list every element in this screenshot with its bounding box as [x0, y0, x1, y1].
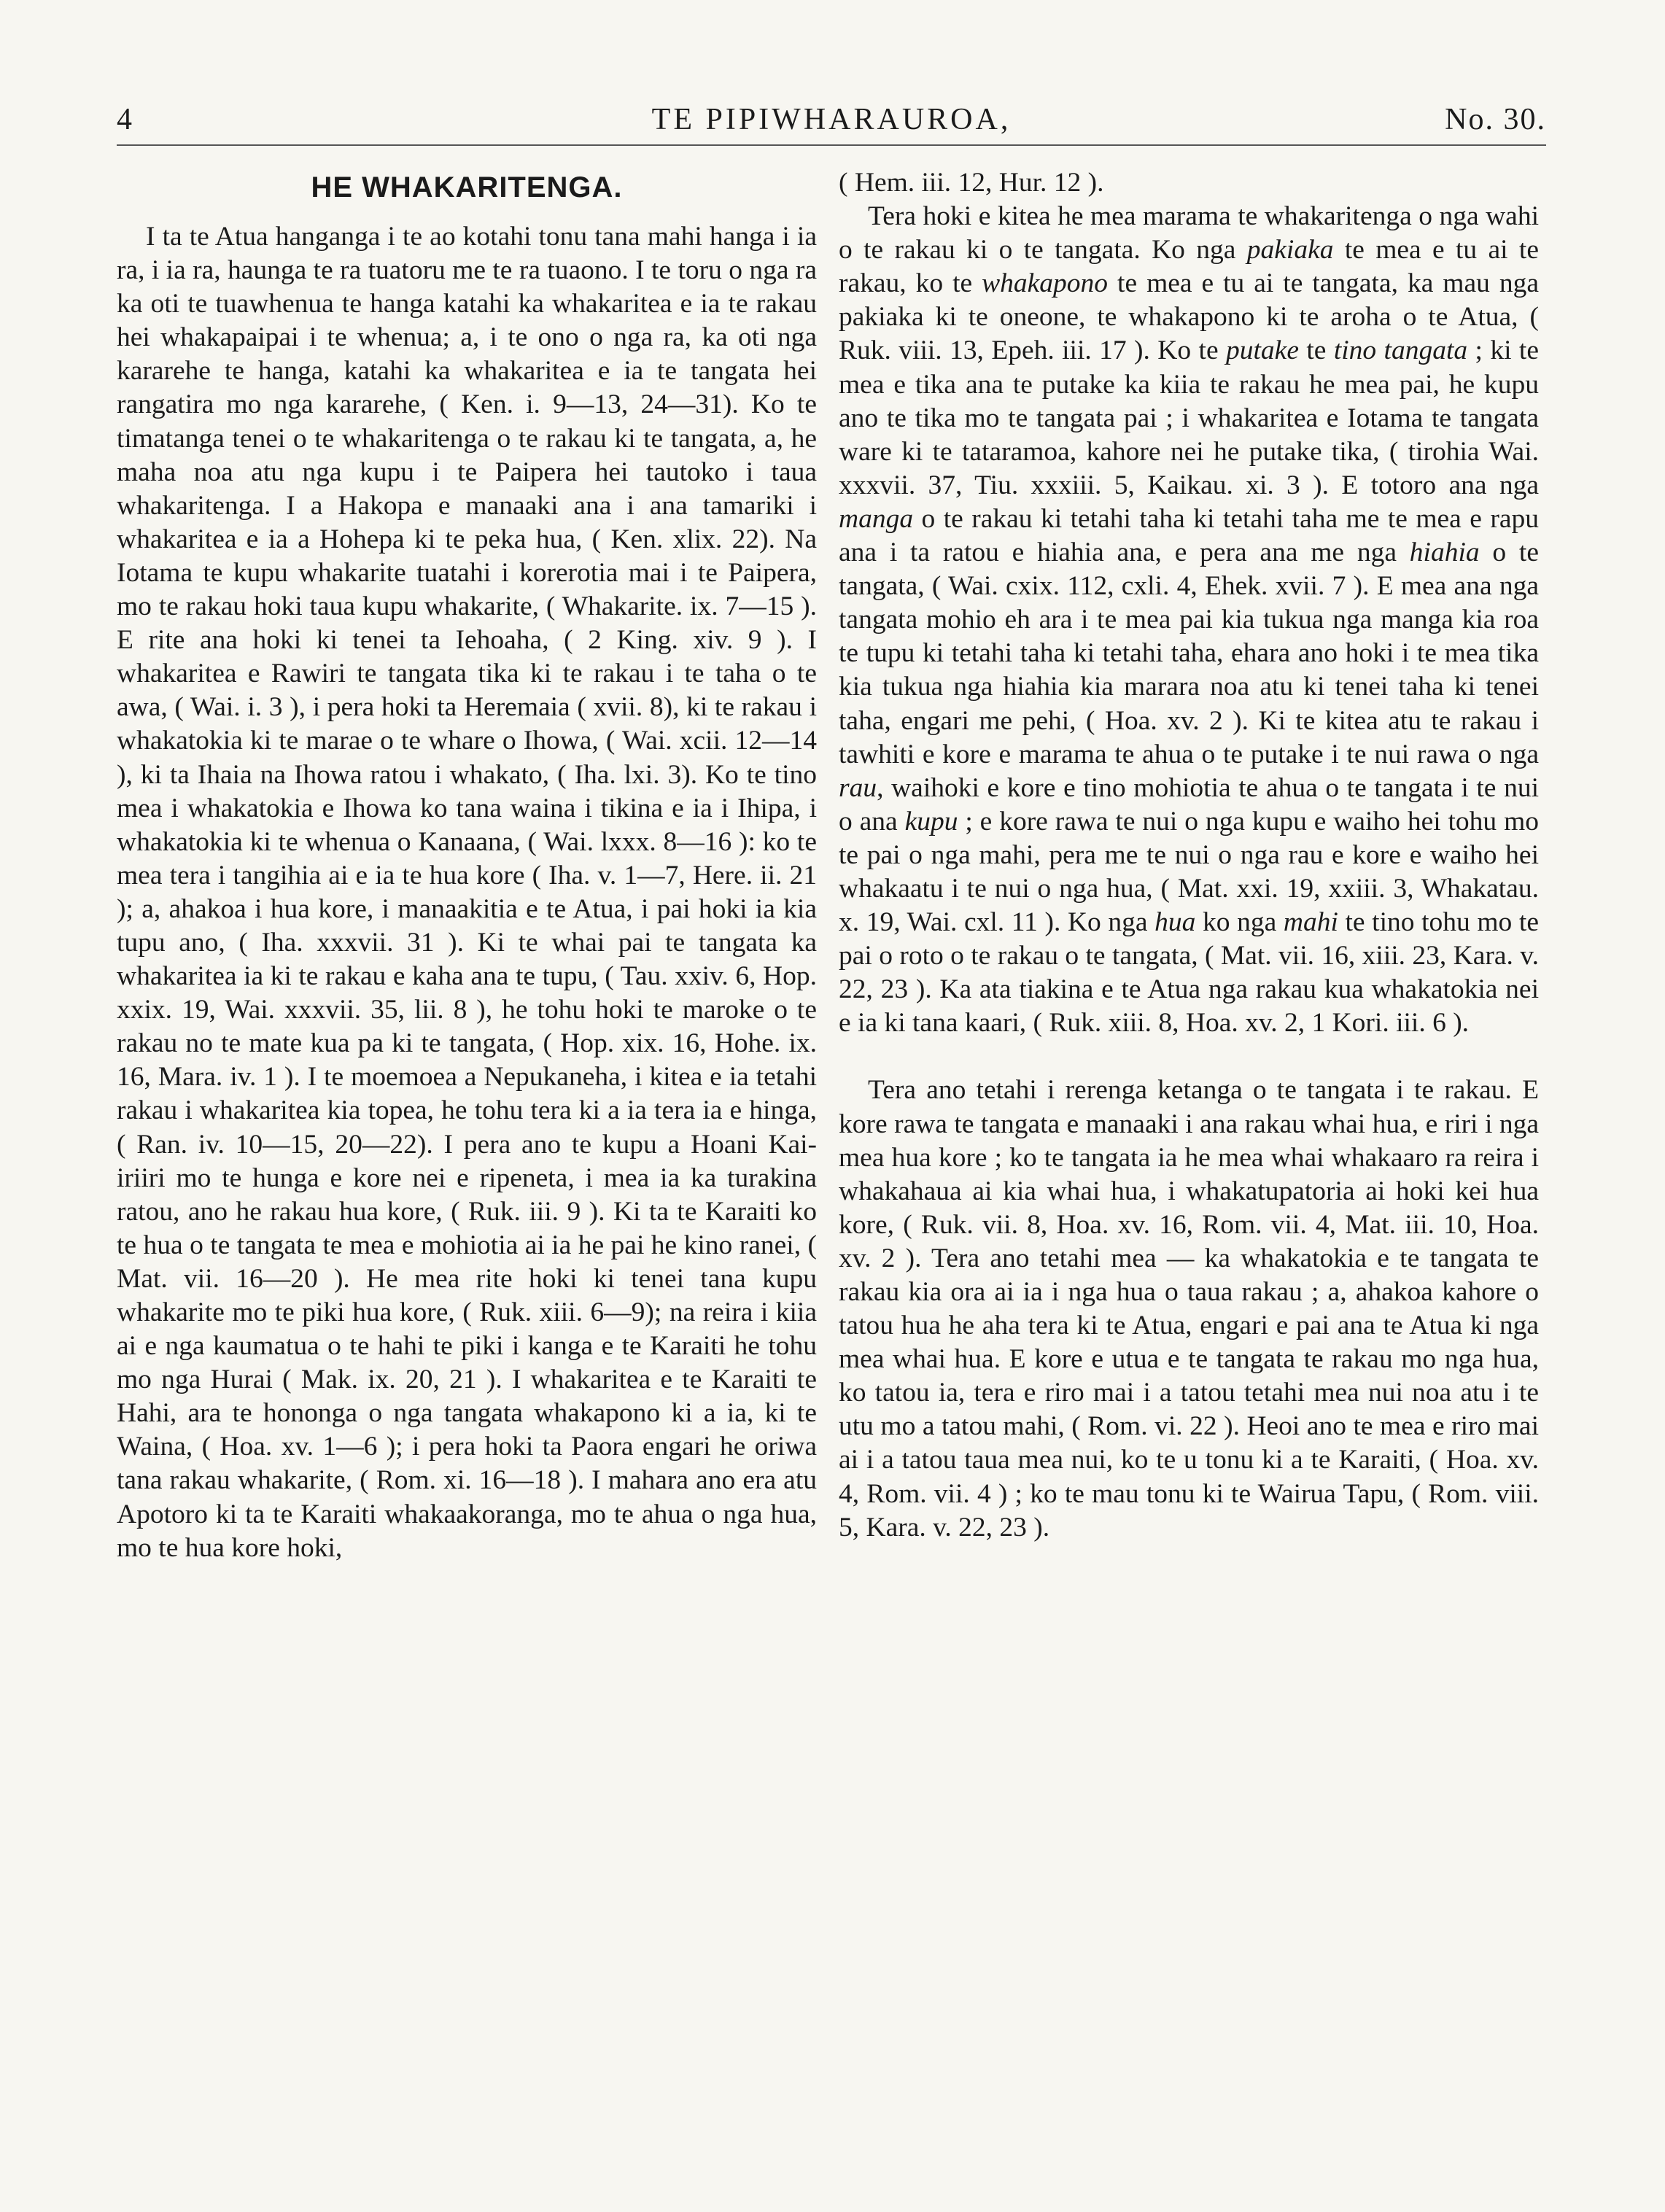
italic-term: hua: [1154, 907, 1196, 938]
continued-citation: ( Hem. iii. 12, Hur. 12 ).: [839, 168, 1104, 198]
text-run: o te rakau ki tetahi taha ki tetahi taha me te mea e rapu ana i ta ratou e hiahia ana, e pera ana me nga: [839, 503, 1539, 568]
left-column: [117, 166, 817, 1565]
text-run: te mea e tu ai te rakau, ko te: [839, 235, 1539, 299]
italic-term: kupu: [904, 806, 958, 837]
text-run: ; e kore rawa te nui o nga kupu e waiho hei tohu mo te pai o nga mahi, pera me te nui o nga rau e kore e waiho hei whakaatu i te nui o nga hua, ( Mat. xxi. 19, xxiii. 3, Whakatau. x. 19, Wai. cxl. 11 ). Ko nga: [839, 806, 1539, 938]
article-paragraph: Tera ano tetahi i rerenga ketanga o te tangata i te rakau. E kore rawa te tangata e manaaki i ana rakau whai hua, e riri i nga mea hua kore ; ko te tangata ia he mea whai whakaaro ra reira i whakahaua ai kia whai hua, i whakatupatoria ai hoki kei hua kore, ( Ruk. vii. 8, Hoa. xv. 16, Rom. vii. 4, Mat. iii. 10, Hoa. xv. 2 ). Tera ano tetahi mea — ka whakatokia e te tangata te rakau kia ora ai ia i nga hua o taua rakau ; a, ahakoa kahore o tatou hua he aha tera ki te Atua, engari e pai ana te Atua ki nga mea whai hua. E kore e utua e te tangata te rakau mo nga hua, ko tatou ia, tera e riro mai i a tatou tetahi mea nui noa atu i te utu mo a tatou mahi, ( Rom. vi. 22 ). Heoi ano te mea e riro mai ai i a tatou taua mea nui, ko te u tonu ki a te Karaiti, ( Hoa. xv. 4, Rom. vii. 4 ) ; ko te mau tonu ki te Wairua Tapu, ( Rom. viii. 5, Kara. v. 22, 23 ).: [839, 1075, 1539, 1542]
article-paragraph: I ta te Atua hanganga i te ao kotahi tonu tana mahi hanga i ia ra, i ia ra, haunga te ra tuatoru me te ra tuaono. I te toru o nga ra ka oti te tuawhenua te hanga katahi ka whakaritea e ia te rakau hei whakapaipai i te whenua; a, i te ono o nga ra, ka oti nga kararehe te hanga, katahi ka whakaritea e ia te tangata hei rangatira mo nga kararehe, ( Ken. i. 9—13, 24—31). Ko te timatanga tenei o te whakaritenga o te rakau ki te tangata, a, he maha noa atu nga kupu i te Paipera hei tautoko i taua whakaritenga. I a Hakopa e manaaki ana i ana tamariki i whakaritea e ia a Hohepa ki te peka hua, ( Ken. xlix. 22). Na Iotama te kupu whakarite tuatahi i korerotia mai i te Paipera, mo te rakau hoki taua kupu whakarite, ( Whakarite. ix. 7—15 ). E rite ana hoki ki tenei ta Iehoaha, ( 2 King. xiv. 9 ). I whakaritea e Rawiri te tangata tika ki te rakau i te taha o te awa, ( Wai. i. 3 ), i pera hoki ta Heremaia ( xvii. 8), ki te rakau i whakatokia ki te marae o te whare o Ihowa, ( Wai. xcii. 12—14 ), ki ta Ihaia na Ihowa ratou i whakato, ( Iha. lxi. 3). Ko te tino mea i whakatokia e Ihowa ko tana waina i tikina e ia i Ihipa, i whakatokia ki te whenua o Kanaana, ( Wai. lxxx. 8—16 ): ko te mea tera i tangihia ai e ia te hua kore ( Iha. v. 1—7, Here. ii. 21 ); a, ahakoa i hua kore, i manaakitia e te Atua, i pai hoki ia kia tupu ano, ( Iha. xxxvii. 31 ). Ki te whai pai te tangata ka whakaritea ia ki te rakau e kaha ana te tupu, ( Tau. xxiv. 6, Hop. xxix. 19, Wai. xxxvii. 35, lii. 8 ), he tohu hoki te maroke o te rakau no te mate kua pa ki te tangata, ( Hop. xix. 16, Hohe. ix. 16, Mara. iv. 1 ). I te moemoea a Nepukaneha, i kitea e ia tetahi rakau i whakaritea kia topea, he tohu tera ki a ia tera ia e hinga, ( Ran. iv. 10—15, 20—22). I pera ano te kupu a Hoani Kai-iriiri mo te hunga e kore nei e ripeneta, i mea ia ka turakina ratou, ano he rakau hua kore, ( Ruk. iii. 9 ). Ki ta te Karaiti ko te hua o te tangata te mea e mohiotia ai ia he pai he kino ranei, ( Mat. vii. 16—20 ). He mea rite hoki ki tenei tana kupu whakarite mo te piki hua kore, ( Ruk. xiii. 6—9); na reira i kiia ai e nga kaumatua o te hahi te piki i kanga e te Karaiti he tohu mo nga Hurai ( Mak. ix. 20, 21 ). I whakaritea e te Karaiti te Hahi, ara te hononga o nga tangata whakapono ki a ia, ki te Waina, ( Hoa. xv. 1—6 ); i pera hoki ta Paora engari he oriwa tana rakau whakarite, ( Rom. xi. 16—18 ). I mahara ano era atu Apotoro ki ta te Karaiti whakaakoranga, mo te ahua o nga hua, mo te hua kore hoki,: [117, 222, 818, 1563]
text-run: te mea e tu ai te tangata, ka mau nga pakiaka ki te oneone, te whakapono ki te aroha o te Atua, ( Ruk. viii. 13, Epeh. iii. 17 ). Ko te: [839, 268, 1539, 366]
text-run: te: [1298, 335, 1334, 366]
right-column: [839, 166, 1539, 1545]
text-run: ; ki te mea e tika ana te putake ka kiia te rakau he mea pai, he kupu ano te tika mo te tangata pai ; i whakaritea e Iotama te tangata ware ki te tataramoa, kahore nei he putake tika, ( tirohia Wai. xxxvii. 37, Tiu. xxxiii. 5, Kaikau. xi. 3 ). E totoro ana nga: [839, 335, 1539, 500]
running-header: [117, 93, 1546, 146]
italic-term: hiahia: [1409, 538, 1480, 568]
issue-number: No. 30.: [1445, 103, 1546, 136]
italic-term: rau: [839, 772, 877, 803]
italic-term: pakiaka: [1246, 235, 1334, 265]
italic-term: putake: [1226, 335, 1299, 366]
italic-term: manga: [839, 503, 914, 534]
text-run: Tera hoki e kitea he mea marama te whakaritenga o nga wahi o te rakau ki o te tangata. Ko nga: [839, 201, 1539, 265]
article-paragraph: [839, 200, 1539, 1040]
text-run: ko nga: [1195, 907, 1284, 938]
italic-term: tino tangata: [1333, 335, 1468, 366]
text-run: , waihoki e kore e tino mohiotia te ahua o te tangata i te nui o ana: [839, 772, 1539, 837]
italic-term: mahi: [1283, 907, 1338, 938]
text-run: o te tangata, ( Wai. cxix. 112, cxli. 4, Ehek. xvii. 7 ). E mea ana nga tangata mohio eh ara i te mea pai kia tukua nga manga kia roa te tupu ki tetahi taha ki tetahi taha, ehara ano hoki i te mea tika kia tukua nga hiahia kia marara noa atu ki tenei taha ki tenei taha, engari me pehi, ( Hoa. xv. 2 ). Ki te kitea atu te rakau i tawhiti e kore e marama te ahua o te putake i te nui rawa o nga: [839, 538, 1539, 769]
italic-term: whakapono: [982, 268, 1109, 299]
article-title: HE WHAKARITENGA.: [311, 171, 623, 203]
page-number: 4: [117, 103, 132, 136]
journal-title: TE PIPIWHARAUROA,: [651, 103, 1012, 136]
text-run: te tino tohu mo te pai o roto o te rakau o te tangata, ( Mat. vii. 16, xiii. 23, Kara. v. 22, 23 ). Ka ata tiakina e te Atua nga rakau kua whakatokia nei e ia ki tana kaari, ( Ruk. xiii. 8, Hoa. xv. 2, 1 Kori. iii. 6 ).: [839, 907, 1539, 1039]
